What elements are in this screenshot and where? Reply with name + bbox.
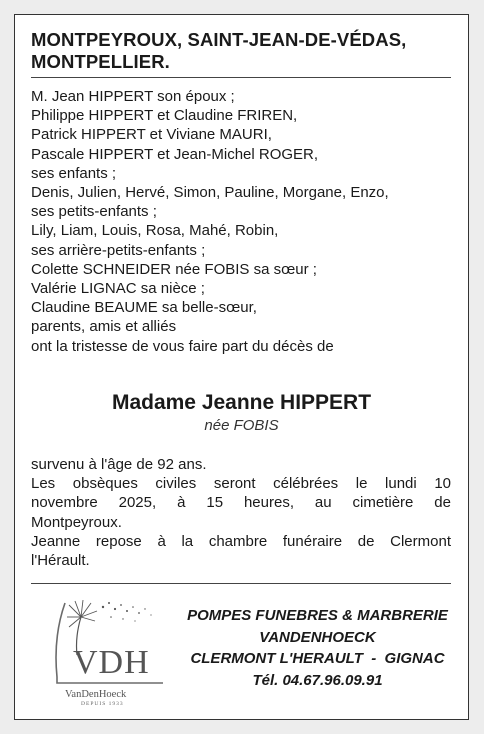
- funeral-home-line-3: CLERMONT L'HERAULT - GIGNAC: [190, 650, 445, 667]
- family-line: Claudine BEAUME sa belle-sœur,: [31, 299, 257, 317]
- family-line: Patrick HIPPERT et Viviane MAURI,: [31, 126, 272, 144]
- locations-line-2: MONTPELLIER.: [31, 51, 170, 72]
- repose-line-1: Jeanne repose à la chambre funéraire de Clermont: [31, 532, 451, 550]
- dandelion-logo-icon: [51, 597, 171, 707]
- family-line: Valérie LIGNAC sa nièce ;: [31, 280, 205, 298]
- ceremony-details: [31, 455, 451, 570]
- bottom-divider: [31, 583, 451, 584]
- family-line: Pascale HIPPERT et Jean-Michel ROGER,: [31, 145, 319, 163]
- obituary-notice: [14, 14, 469, 720]
- locations-header: [31, 29, 451, 73]
- family-line: parents, amis et alliés: [31, 318, 177, 336]
- vdh-logo: [51, 597, 171, 707]
- funeral-home-line-2: VANDENHOECK: [259, 628, 376, 646]
- family-line: ses enfants ;: [31, 164, 117, 182]
- family-line: Denis, Julien, Hervé, Simon, Pauline, Morgane, Enzo,: [31, 184, 389, 202]
- top-divider: [31, 77, 451, 78]
- locations-line-1: MONTPEYROUX, SAINT-JEAN-DE-VÉDAS,: [31, 29, 407, 50]
- maiden-name: née FOBIS: [204, 417, 279, 434]
- family-line: Colette SCHNEIDER née FOBIS sa sœur ;: [31, 260, 317, 278]
- logo-since: DEPUIS 1933: [81, 701, 124, 707]
- family-line: M. Jean HIPPERT son époux ;: [31, 88, 235, 105]
- funeral-home-info: [175, 605, 460, 691]
- family-line: ses arrière-petits-enfants ;: [31, 241, 206, 259]
- family-list: [31, 87, 451, 356]
- deceased-name: Madame Jeanne HIPPERT: [111, 391, 372, 414]
- family-line: Philippe HIPPERT et Claudine FRIREN,: [31, 107, 298, 125]
- family-line: Lily, Liam, Louis, Rosa, Mahé, Robin,: [31, 222, 279, 240]
- funeral-home-phone: Tél. 04.67.96.09.91: [252, 671, 383, 689]
- age-line: survenu à l'âge de 92 ans.: [31, 456, 207, 473]
- family-line: ont la tristesse de vous faire part du décès de: [31, 337, 334, 355]
- repose-line-2: l'Hérault.: [31, 552, 90, 570]
- obseques-line-3: Montpeyroux.: [31, 513, 122, 531]
- logo-initials: VDH: [73, 644, 150, 681]
- logo-brand: VanDenHoeck: [65, 689, 127, 700]
- obseques-line-1: Les obsèques civiles seront célébrées le lundi 10: [31, 475, 451, 493]
- funeral-home-line-1: POMPES FUNEBRES & MARBRERIE: [187, 607, 448, 624]
- family-line: ses petits-enfants ;: [31, 203, 157, 221]
- obseques-line-2: novembre 2025, à 15 heures, au cimetière de: [31, 494, 451, 512]
